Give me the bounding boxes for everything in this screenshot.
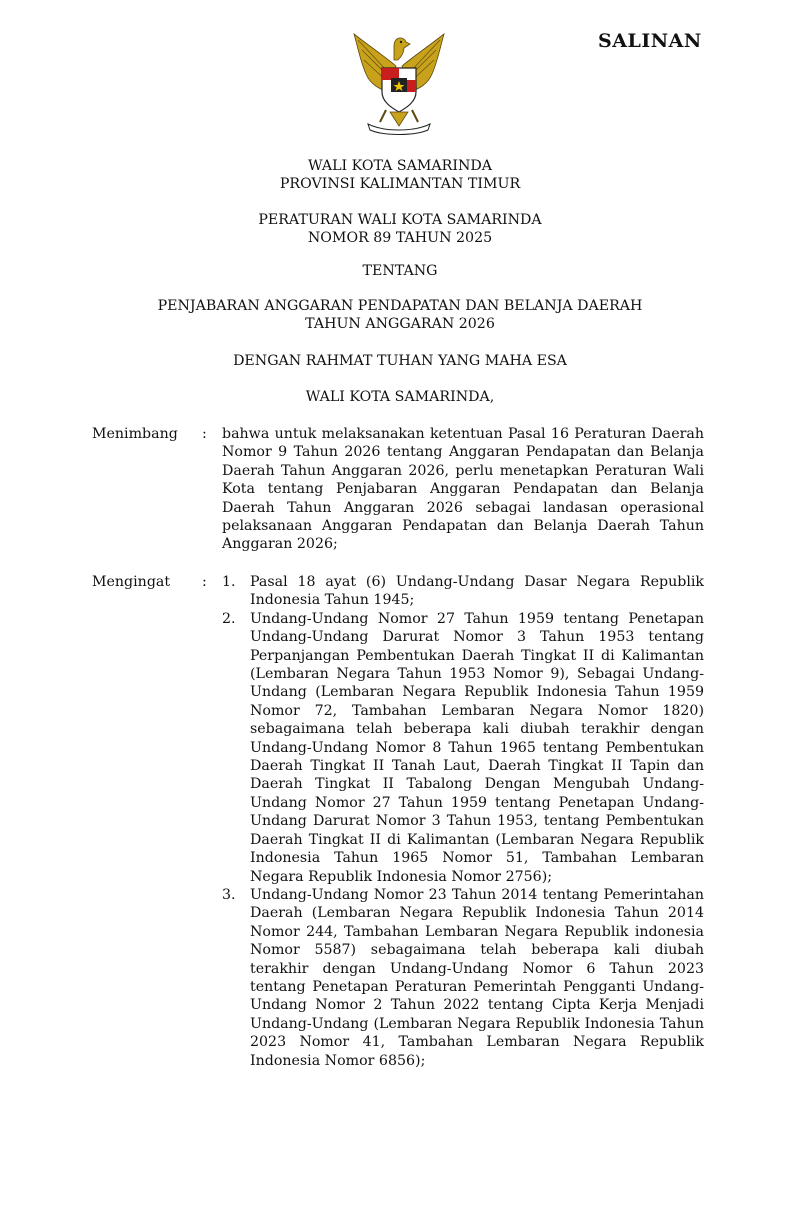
- list-item-text: Undang-Undang Nomor 27 Tahun 1959 tentang Penetapan Undang-Undang Darurat Nomor 3 Tahun 1953 tentang Perpanjangan Pembentukan Daerah Tingkat II di Kalimantan (Lembaran Negara Tahun 1953 Nomor 9), Sebagai Undang-Undang (Lembaran Negara Republik Indonesia Tahun 1959 Nomor 72, Tambahan Lembaran Negara Nomor 1820) sebagaimana telah beberapa kali diubah terakhir dengan Undang-Undang Nomor 8 Tahun 1965 tentang Pembentukan Daerah Tingkat II Tanah Laut, Daerah Tingkat II Tapin dan Daerah Tingkat II Tabalong Dengan Mengubah Undang-Undang Nomor 27 Tahun 1959 tentang Penetapan Undang-Undang Darurat Nomor 3 Tahun 1953, tentang Pembentukan Daerah Tingkat II di Kalimantan (Lembaran Negara Republik Indonesia Tahun 1965 Nomor 51, Tambahan Lembaran Negara Republik Indonesia Nomor 2756);: [250, 610, 704, 885]
- province-line: PROVINSI KALIMANTAN TIMUR: [279, 176, 521, 192]
- subject-heading: [90, 297, 710, 333]
- about-label: TENTANG: [362, 263, 438, 279]
- list-item-text: Undang-Undang Nomor 23 Tahun 2014 tentang Pemerintahan Daerah (Lembaran Negara Republik Indonesia Tahun 2014 Nomor 244, Tambahan Lembaran Negara Republik indonesia Nomor 5587) sebagaimana telah beberapa kali diubah terakhir dengan Undang-Undang Nomor 6 Tahun 2023 tentang Penetapan Peraturan Pemerintah Pengganti Undang-Undang Nomor 2 Tahun 2022 tentang Cipta Kerja Menjadi Undang-Undang (Lembaran Negara Republik Indonesia Tahun 2023 Nomor 41, Tambahan Lembaran Negara Republik Indonesia Nomor 6856);: [250, 886, 704, 1069]
- mengingat-label: Mengingat: [92, 574, 171, 590]
- blessing-line: DENGAN RAHMAT TUHAN YANG MAHA ESA: [233, 353, 567, 369]
- menimbang-section: [92, 425, 712, 555]
- menimbang-label: Menimbang: [92, 426, 178, 442]
- list-item: [222, 610, 704, 886]
- list-item-text: Pasal 18 ayat (6) Undang-Undang Dasar Negara Republik Indonesia Tahun 1945;: [250, 574, 704, 609]
- regulation-number: NOMOR 89 TAHUN 2025: [307, 230, 493, 246]
- list-item: [222, 573, 704, 610]
- list-item-number: 1.: [222, 574, 236, 590]
- list-item: [222, 886, 704, 1070]
- mengingat-colon: :: [202, 574, 207, 590]
- list-item-number: 3.: [222, 886, 236, 903]
- menimbang-text: bahwa untuk melaksanakan ketentuan Pasal 16 Peraturan Daerah Nomor 9 Tahun 2026 tentang Anggaran Pendapatan dan Belanja Daerah Tahun Anggaran 2026, perlu menetapkan Peraturan Wali Kota tentang Penjabaran Anggaran Pendapatan dan Belanja Daerah Tahun Anggaran 2026 sebagai landasan operasional pelaksanaan Anggaran Pendapatan dan Belanja Daerah Tahun Anggaran 2026;: [222, 426, 704, 553]
- issuer-line: WALI KOTA SAMARINDA: [307, 158, 492, 174]
- copy-stamp: SALINAN: [598, 30, 702, 52]
- issuer-heading: [90, 157, 710, 193]
- subject-line-1: PENJABARAN ANGGARAN PENDAPATAN DAN BELANJA DAERAH: [157, 298, 643, 314]
- garuda-emblem-icon: [344, 26, 454, 136]
- mengingat-list: [222, 573, 704, 1070]
- subject-line-2: TAHUN ANGGARAN 2026: [305, 316, 495, 332]
- authority-line: WALI KOTA SAMARINDA,: [305, 389, 495, 405]
- regulation-title: PERATURAN WALI KOTA SAMARINDA: [258, 212, 542, 228]
- mengingat-section: [92, 573, 712, 1113]
- list-item-number: 2.: [222, 610, 236, 627]
- regulation-heading: [90, 211, 710, 247]
- menimbang-colon: :: [202, 426, 207, 442]
